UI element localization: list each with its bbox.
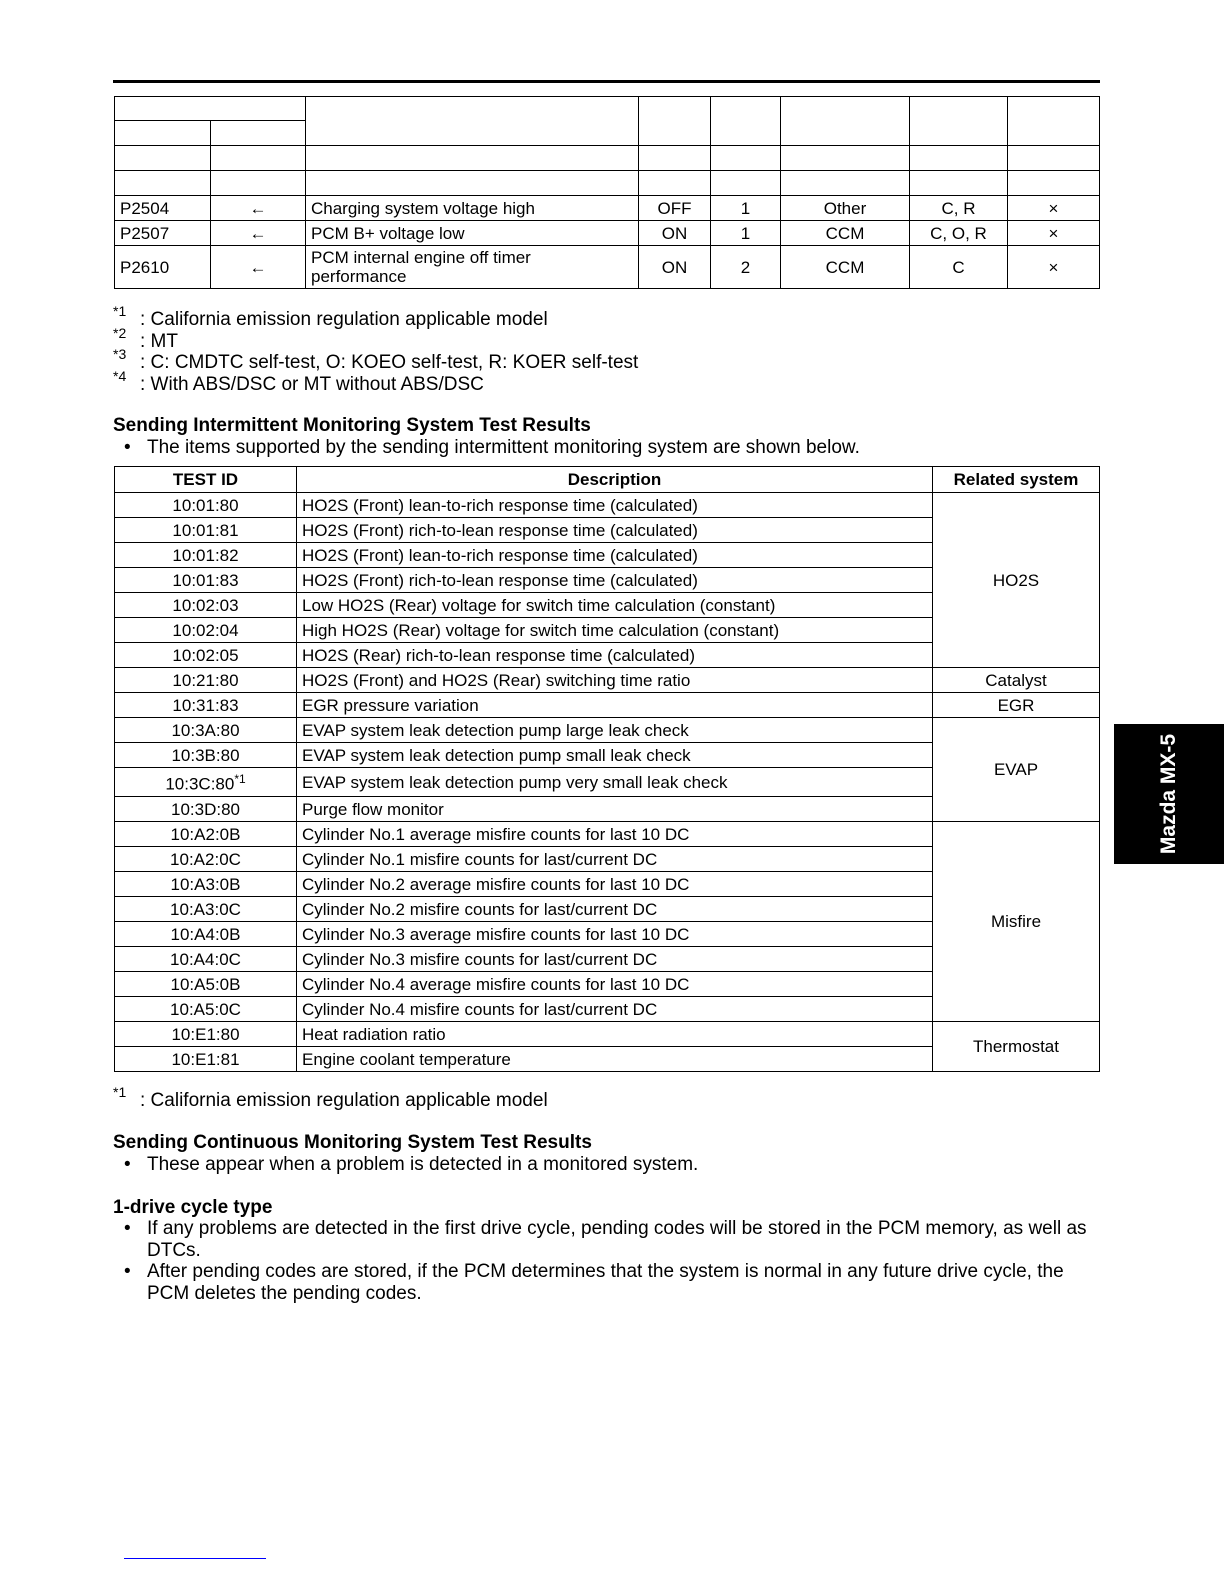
footnote-mark: *1 xyxy=(113,1084,127,1100)
test-id: 10:31:83 xyxy=(115,693,297,718)
footnote-text: : C: CMDTC self-test, O: KOEO self-test, R: KOER self-test xyxy=(140,352,639,373)
dtc-monitor-item: CCM xyxy=(781,246,910,289)
table-row xyxy=(115,493,1100,518)
test-description: Cylinder No.2 average misfire counts for last 10 DC xyxy=(297,872,933,897)
test-description: Purge flow monitor xyxy=(297,797,933,822)
test-id: 10:A5:0B xyxy=(115,972,297,997)
related-system: Catalyst xyxy=(933,668,1100,693)
dtc-header-cell xyxy=(211,121,306,146)
footnote-text: : California emission regulation applicable model xyxy=(140,309,548,330)
side-tab xyxy=(1114,724,1224,864)
footnote-ref: *1 xyxy=(234,772,246,787)
dtc-description-line: performance xyxy=(311,267,407,286)
test-id: 10:02:04 xyxy=(115,618,297,643)
test-description: HO2S (Front) and HO2S (Rear) switching time ratio xyxy=(297,668,933,693)
test-description: EGR pressure variation xyxy=(297,693,933,718)
column-header-description: Description xyxy=(297,467,933,493)
dtc-blank-row xyxy=(115,146,1100,171)
bullet-text: The items supported by the sending intermittent monitoring system are shown below. xyxy=(147,437,860,458)
test-description: EVAP system leak detection pump small leak check xyxy=(297,743,933,768)
column-header-test-id: TEST ID xyxy=(115,467,297,493)
table-row xyxy=(115,822,1100,847)
test-description: Cylinder No.1 average misfire counts for last 10 DC xyxy=(297,822,933,847)
bullet-dot: • xyxy=(124,1218,131,1239)
footnote-text: : MT xyxy=(140,330,178,352)
section-heading: Sending Intermittent Monitoring System Test Results xyxy=(113,415,591,436)
bullet-dot: • xyxy=(124,1154,131,1175)
dtc-same-arrow: ← xyxy=(211,196,306,221)
dtc-header-cell xyxy=(115,97,306,121)
bullet-dot: • xyxy=(124,437,131,458)
footnote-text: : With ABS/DSC or MT without ABS/DSC xyxy=(140,373,484,395)
dtc-mark: × xyxy=(1008,246,1100,289)
dtc-header-cell xyxy=(910,97,1008,146)
test-description: Heat radiation ratio xyxy=(297,1022,933,1047)
dtc-header-cell xyxy=(781,97,910,146)
bullet-item xyxy=(124,437,1099,459)
dtc-mil: OFF xyxy=(639,196,711,221)
dtc-header-cell xyxy=(306,97,639,146)
dtc-code: P2610 xyxy=(115,246,211,289)
test-id: 10:A2:0C xyxy=(115,847,297,872)
test-id xyxy=(115,768,297,797)
bullet-text: These appear when a problem is detected in a monitored system. xyxy=(147,1154,699,1175)
side-tab-label: Mazda MX-5 xyxy=(1157,733,1180,855)
dtc-self-test: C, R xyxy=(910,196,1008,221)
test-id-value: 10:3C:80 xyxy=(165,774,235,794)
test-id: 10:E1:81 xyxy=(115,1047,297,1072)
test-description: Low HO2S (Rear) voltage for switch time calculation (constant) xyxy=(297,593,933,618)
bullet-text: If any problems are detected in the first drive cycle, pending codes will be stored in the PCM memory, as well as DTCs. xyxy=(147,1218,1087,1261)
test-description: High HO2S (Rear) voltage for switch time calculation (constant) xyxy=(297,618,933,643)
dtc-mark: × xyxy=(1008,221,1100,246)
dtc-header-cell xyxy=(711,97,781,146)
test-id-table xyxy=(114,466,1100,1072)
dtc-drive-cycle: 1 xyxy=(711,196,781,221)
test-description: Cylinder No.1 misfire counts for last/current DC xyxy=(297,847,933,872)
test-description: Cylinder No.3 misfire counts for last/current DC xyxy=(297,947,933,972)
test-id: 10:01:82 xyxy=(115,543,297,568)
bullet-item xyxy=(124,1218,1099,1261)
test-description: HO2S (Rear) rich-to-lean response time (calculated) xyxy=(297,643,933,668)
test-id: 10:02:05 xyxy=(115,643,297,668)
table-row xyxy=(115,1022,1100,1047)
test-id: 10:A3:0C xyxy=(115,897,297,922)
related-system: HO2S xyxy=(933,493,1100,668)
dtc-monitor-item: Other xyxy=(781,196,910,221)
dtc-same-arrow: ← xyxy=(211,221,306,246)
test-description: HO2S (Front) rich-to-lean response time (calculated) xyxy=(297,518,933,543)
dtc-description-line: PCM internal engine off timer xyxy=(311,248,531,267)
bullet-item xyxy=(124,1154,1099,1176)
dtc-row xyxy=(115,246,1100,289)
dtc-self-test: C, O, R xyxy=(910,221,1008,246)
dtc-drive-cycle: 2 xyxy=(711,246,781,289)
footnote-text: : California emission regulation applicable model xyxy=(140,1090,548,1111)
test-id: 10:A4:0B xyxy=(115,922,297,947)
test-description: HO2S (Front) lean-to-rich response time (calculated) xyxy=(297,543,933,568)
test-id: 10:A5:0C xyxy=(115,997,297,1022)
related-system: Misfire xyxy=(933,822,1100,1022)
footnote-mark: *4 xyxy=(113,367,127,384)
test-id: 10:01:80 xyxy=(115,493,297,518)
dtc-header-row xyxy=(115,97,1100,121)
dtc-drive-cycle: 1 xyxy=(711,221,781,246)
table-row xyxy=(115,718,1100,743)
test-description: HO2S (Front) lean-to-rich response time (calculated) xyxy=(297,493,933,518)
dtc-code: P2504 xyxy=(115,196,211,221)
section-heading: Sending Continuous Monitoring System Test Results xyxy=(113,1132,592,1153)
related-system: EGR xyxy=(933,693,1100,718)
dtc-blank-row xyxy=(115,171,1100,196)
dtc-mil: ON xyxy=(639,221,711,246)
dtc-self-test: C xyxy=(910,246,1008,289)
related-system: EVAP xyxy=(933,718,1100,822)
test-id: 10:A4:0C xyxy=(115,947,297,972)
test-id: 10:21:80 xyxy=(115,668,297,693)
dtc-same-arrow: ← xyxy=(211,246,306,289)
test-id: 10:A2:0B xyxy=(115,822,297,847)
dtc-code: P2507 xyxy=(115,221,211,246)
top-rule xyxy=(113,80,1100,83)
test-description: EVAP system leak detection pump very small leak check xyxy=(297,768,933,797)
footnote-mark: *3 xyxy=(113,346,127,362)
section-heading: 1-drive cycle type xyxy=(113,1197,273,1218)
dtc-header-cell xyxy=(1008,97,1100,146)
bullet-item xyxy=(124,1261,1099,1304)
test-description: EVAP system leak detection pump large leak check xyxy=(297,718,933,743)
dtc-row xyxy=(115,196,1100,221)
test-id: 10:3D:80 xyxy=(115,797,297,822)
bullet-text: After pending codes are stored, if the PCM determines that the system is normal in any future drive cycle, the PCM deletes the pending codes. xyxy=(147,1261,1064,1304)
test-id: 10:01:83 xyxy=(115,568,297,593)
bottom-link-line xyxy=(124,1558,266,1559)
test-id: 10:3A:80 xyxy=(115,718,297,743)
test-id: 10:01:81 xyxy=(115,518,297,543)
dtc-header-cell xyxy=(115,121,211,146)
test-id: 10:A3:0B xyxy=(115,872,297,897)
test-description: Engine coolant temperature xyxy=(297,1047,933,1072)
test-id: 10:3B:80 xyxy=(115,743,297,768)
test-description: HO2S (Front) rich-to-lean response time (calculated) xyxy=(297,568,933,593)
test-description: Cylinder No.3 average misfire counts for last 10 DC xyxy=(297,922,933,947)
table-row xyxy=(115,693,1100,718)
footnote-mark: *1 xyxy=(113,303,127,319)
test-description: Cylinder No.4 misfire counts for last/current DC xyxy=(297,997,933,1022)
dtc-row xyxy=(115,221,1100,246)
related-system: Thermostat xyxy=(933,1022,1100,1072)
test-description: Cylinder No.4 average misfire counts for last 10 DC xyxy=(297,972,933,997)
dtc-header-cell xyxy=(639,97,711,146)
table-row xyxy=(115,668,1100,693)
dtc-mark: × xyxy=(1008,196,1100,221)
table-header-row xyxy=(115,467,1100,493)
footnote-mark: *2 xyxy=(113,324,127,341)
column-header-related-system: Related system xyxy=(933,467,1100,493)
test-id: 10:02:03 xyxy=(115,593,297,618)
dtc-mil: ON xyxy=(639,246,711,289)
dtc-description xyxy=(306,246,639,289)
bullet-dot: • xyxy=(124,1261,131,1282)
dtc-description: PCM B+ voltage low xyxy=(306,221,639,246)
dtc-table xyxy=(114,96,1100,289)
dtc-description: Charging system voltage high xyxy=(306,196,639,221)
test-id: 10:E1:80 xyxy=(115,1022,297,1047)
test-description: Cylinder No.2 misfire counts for last/current DC xyxy=(297,897,933,922)
dtc-monitor-item: CCM xyxy=(781,221,910,246)
